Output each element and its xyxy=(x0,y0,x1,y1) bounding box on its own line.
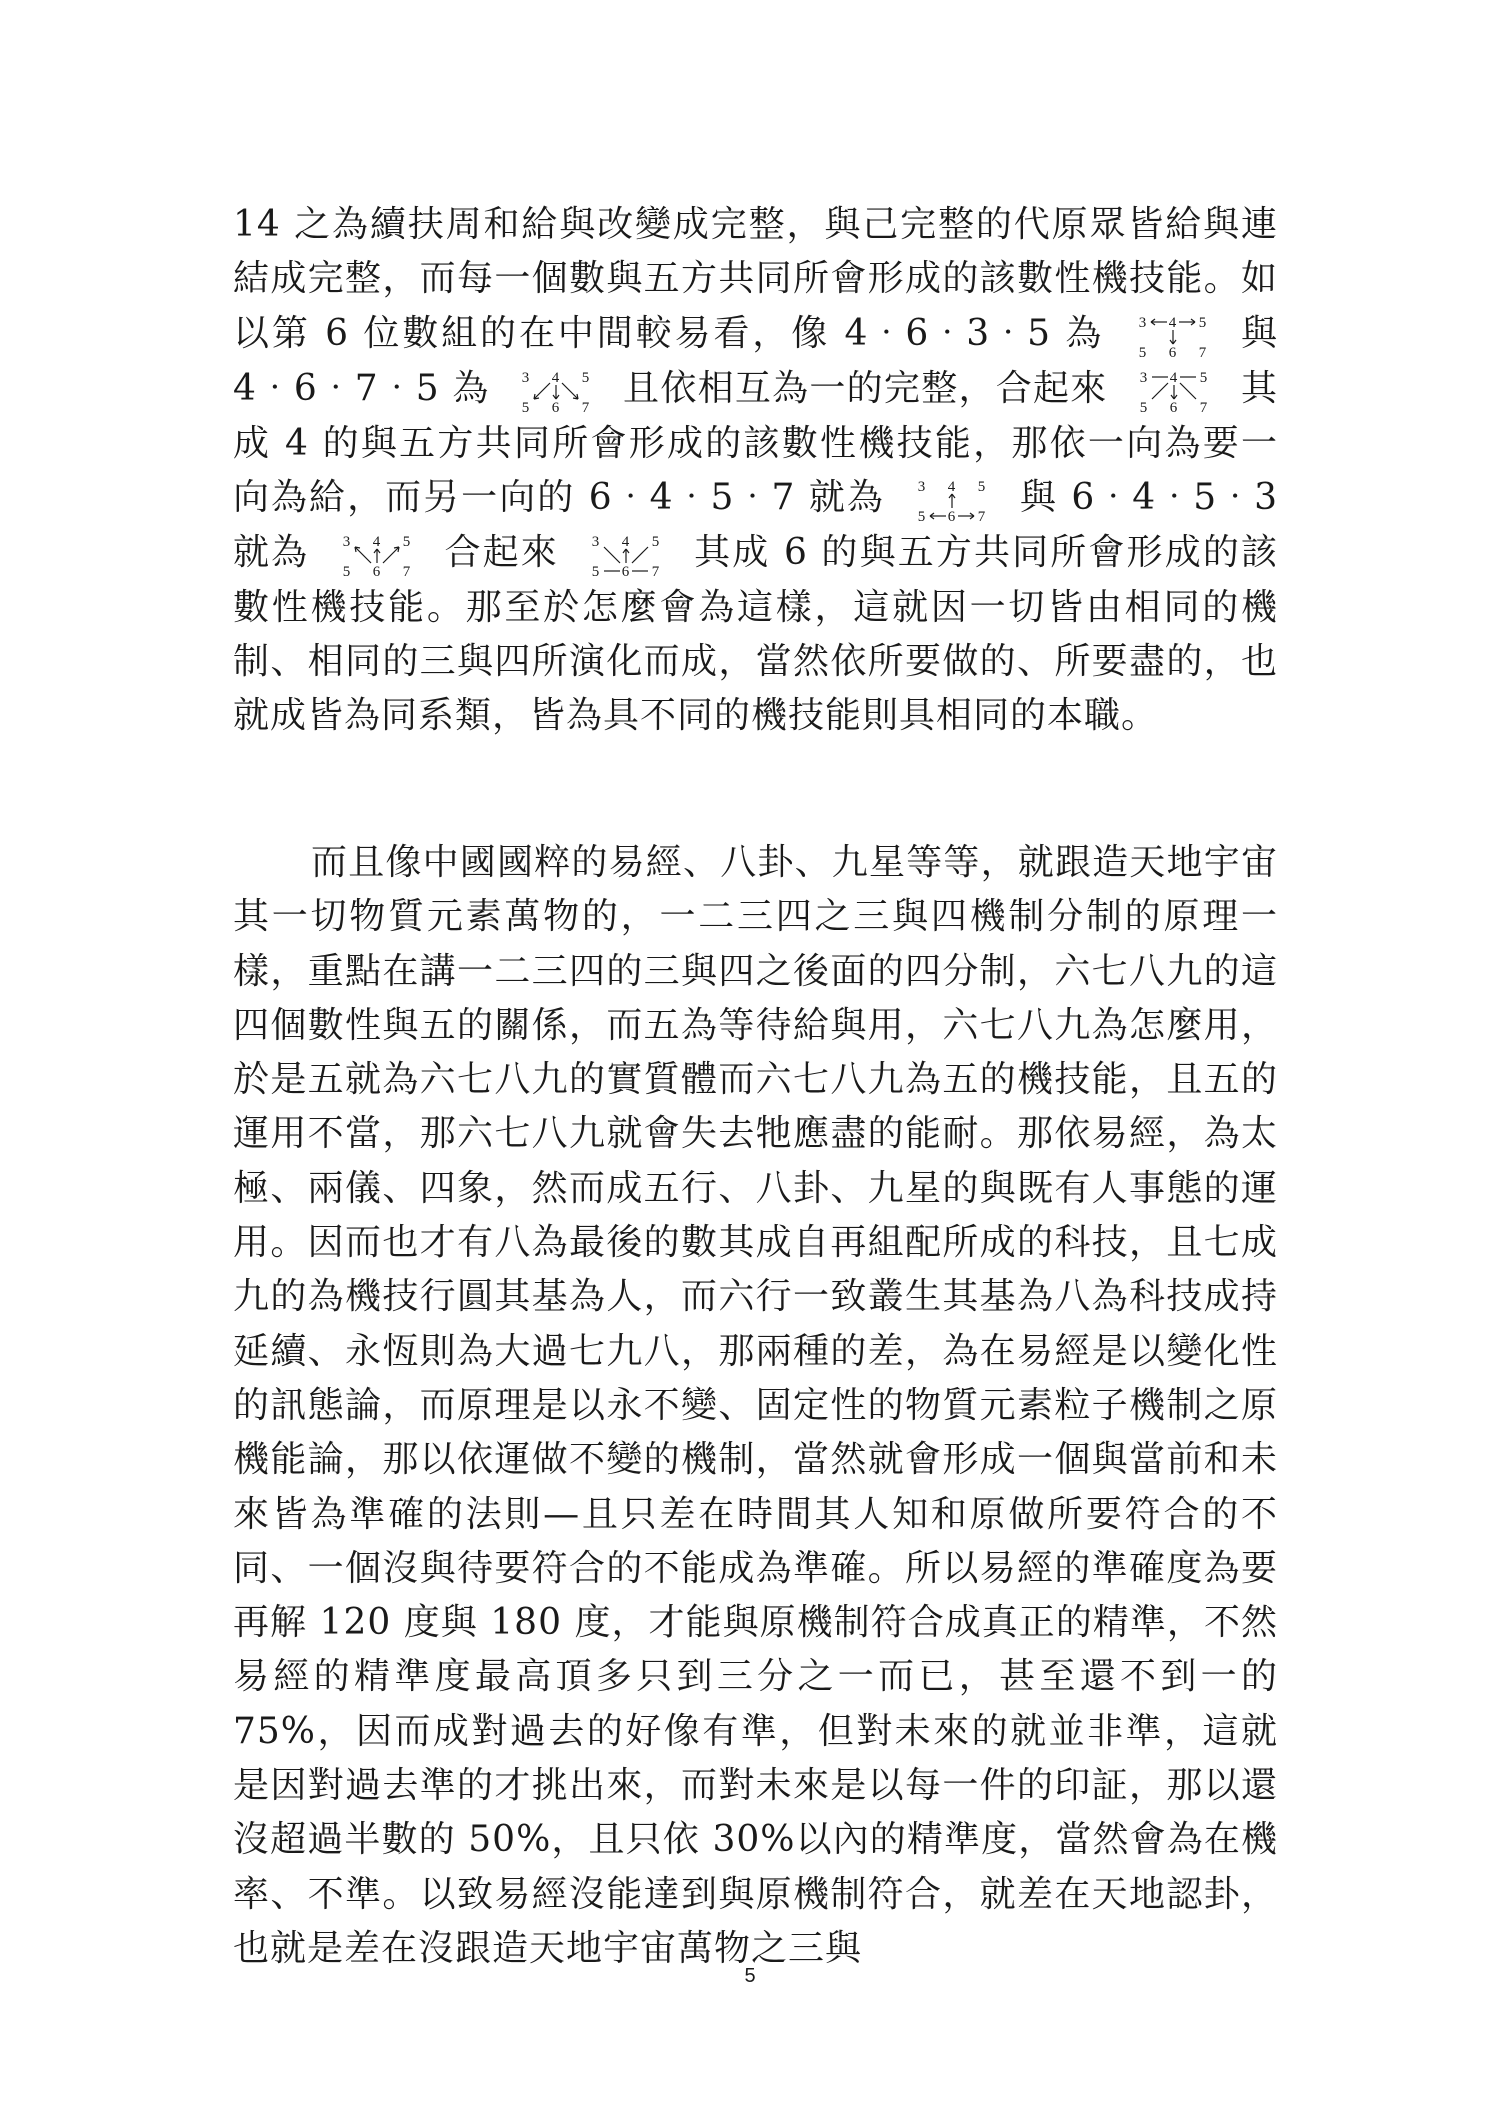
diagram-label-6: 6 xyxy=(1170,399,1179,416)
diagram-label-5: 5 xyxy=(918,508,927,525)
paragraph-1 xyxy=(233,198,1278,744)
diagram-arrow xyxy=(534,383,550,399)
diagram-label-3: 3 xyxy=(918,478,927,495)
diagram-label-7: 7 xyxy=(402,563,412,580)
diagram-label-5: 5 xyxy=(1140,399,1149,416)
diagram-label-5: 5 xyxy=(342,563,352,580)
diagram-label-4: 4 xyxy=(1170,369,1179,386)
paragraph-1-text-2: 與 4‧6‧7‧5 為 xyxy=(233,312,1278,409)
diagram-label-3: 3 xyxy=(1140,369,1149,386)
diagram-combined-6 xyxy=(576,529,676,581)
diagram-label-4: 4 xyxy=(372,533,382,550)
diagram-label-5: 5 xyxy=(582,369,591,386)
diagram-combined-4 xyxy=(1124,365,1224,417)
diagram-6-4-5-3 xyxy=(327,529,427,581)
diagram-arrow xyxy=(632,547,648,563)
diagram-arrow xyxy=(562,383,578,399)
paragraph-2: 而且像中國國粹的易經、八卦、九星等等，就跟造天地宇宙其一切物質元素萬物的，一二三四之三與四機制分制的原理一樣，重點在講一二三四的三與四之後面的四分制，六七八九的這四個數性與五的關係，而五為等待給與用，六七八九為怎麼用，於是五就為六七八九的實質體而六七八九為五的機技能，且五的運用不當，那六七八九就會失去牠應盡的能耐。那依易經，為太極、兩儀、四象，然而成五行、八卦、九星的與既有人事態的運用。因而也才有八為最後的數其成自再組配所成的科技，且七成九的為機技行圓其基為人，而六行一致叢生其基為八為科技成持延續、永恆則為大過七九八，那兩種的差，為在易經是以變化性的訊態論，而原理是以永不變、固定性的物質元素粒子機制之原機能論，那以依運做不變的機制，當然就會形成一個與當前和未來皆為準確的法則—且只差在時間其人知和原做所要符合的不同、一個沒與待要符合的不能成為準確。所以易經的準確度為要再解 120 度與 180 度，才能與原機制符合成真正的精準，不然易經的精準度最高頂多只到三分之一而已，甚至還不到一的 75%，因而成對過去的好像有準，但對未來的就並非準，這就是因對過去準的才挑出來，而對未來是以每一件的印証，那以還沒超過半數的 50%，且只依 30%以內的精準度，當然會為在機率、不準。以致易經沒能達到與原機制符合，就差在天地認卦，也就是差在沒跟造天地宇宙萬物之三與 xyxy=(233,842,1278,1969)
diagram-arrow xyxy=(355,547,371,563)
paragraph-1-text-1: 14 之為續扶周和給與改變成完整，與己完整的代原眾皆給與連結成完整，而每一個數與五方共同所會形成的該數性機技能。如以第 6 位數組的在中間較易看，像 4‧6‧3‧5 為 xyxy=(233,204,1278,354)
diagram-4-6-3-5 xyxy=(1123,310,1223,362)
diagram-label-5: 5 xyxy=(978,478,987,495)
diagram-4-6-7-5 xyxy=(506,365,606,417)
diagram-label-4: 4 xyxy=(622,533,631,550)
diagram-label-3: 3 xyxy=(342,533,352,550)
diagram-label-4: 4 xyxy=(552,369,561,386)
diagram-label-5: 5 xyxy=(652,533,661,550)
diagram-label-5: 5 xyxy=(402,533,412,550)
paragraph-1-text-6: 合起來 xyxy=(444,531,559,573)
diagram-arrow xyxy=(383,547,399,563)
diagram-arrow xyxy=(604,547,620,563)
diagram-label-6: 6 xyxy=(552,399,561,416)
diagram-label-4: 4 xyxy=(948,478,957,495)
paragraph-1-text-4: 其成 4 的與五方共同所會形成的該數性機技能，那依一向為要一向為給，而另一向的 6‧4‧5‧7 就為 xyxy=(233,367,1278,518)
diagram-label-6: 6 xyxy=(372,563,382,580)
diagram-arrow xyxy=(1180,383,1196,399)
paragraph-1-text-7: 其成 6 的與五方共同所會形成的該數性機技能。那至於怎麼會為這樣，這就因一切皆由相同的機制、相同的三與四所演化而成，當然依所要做的、所要盡的，也就成皆為同系類，皆為具不同的機技能則具相同的本職。 xyxy=(233,531,1278,737)
diagram-label-5: 5 xyxy=(1138,344,1147,361)
diagram-label-5: 5 xyxy=(592,563,601,580)
diagram-label-3: 3 xyxy=(522,369,531,386)
diagram-label-5: 5 xyxy=(1200,369,1209,386)
paragraph-1-text-3: 且依相互為一的完整，合起來 xyxy=(623,367,1108,409)
diagram-label-6: 6 xyxy=(1168,344,1177,361)
page-number: 5 xyxy=(744,1965,756,1987)
paragraph-1-text-5: 與 6‧4‧5‧3 就為 xyxy=(233,476,1278,573)
diagram-label-3: 3 xyxy=(1138,314,1147,331)
diagram-label-5: 5 xyxy=(522,399,531,416)
diagram-label-7: 7 xyxy=(1198,344,1207,361)
diagram-label-3: 3 xyxy=(592,533,601,550)
diagram-label-4: 4 xyxy=(1168,314,1177,331)
diagram-label-6: 6 xyxy=(622,563,631,580)
diagram-label-7: 7 xyxy=(978,508,987,525)
diagram-6-4-5-7 xyxy=(902,474,1002,526)
diagram-label-7: 7 xyxy=(1200,399,1209,416)
diagram-label-5: 5 xyxy=(1198,314,1207,331)
diagram-arrow xyxy=(1152,383,1168,399)
diagram-label-6: 6 xyxy=(948,508,957,525)
diagram-label-7: 7 xyxy=(582,399,591,416)
diagram-label-7: 7 xyxy=(652,563,661,580)
